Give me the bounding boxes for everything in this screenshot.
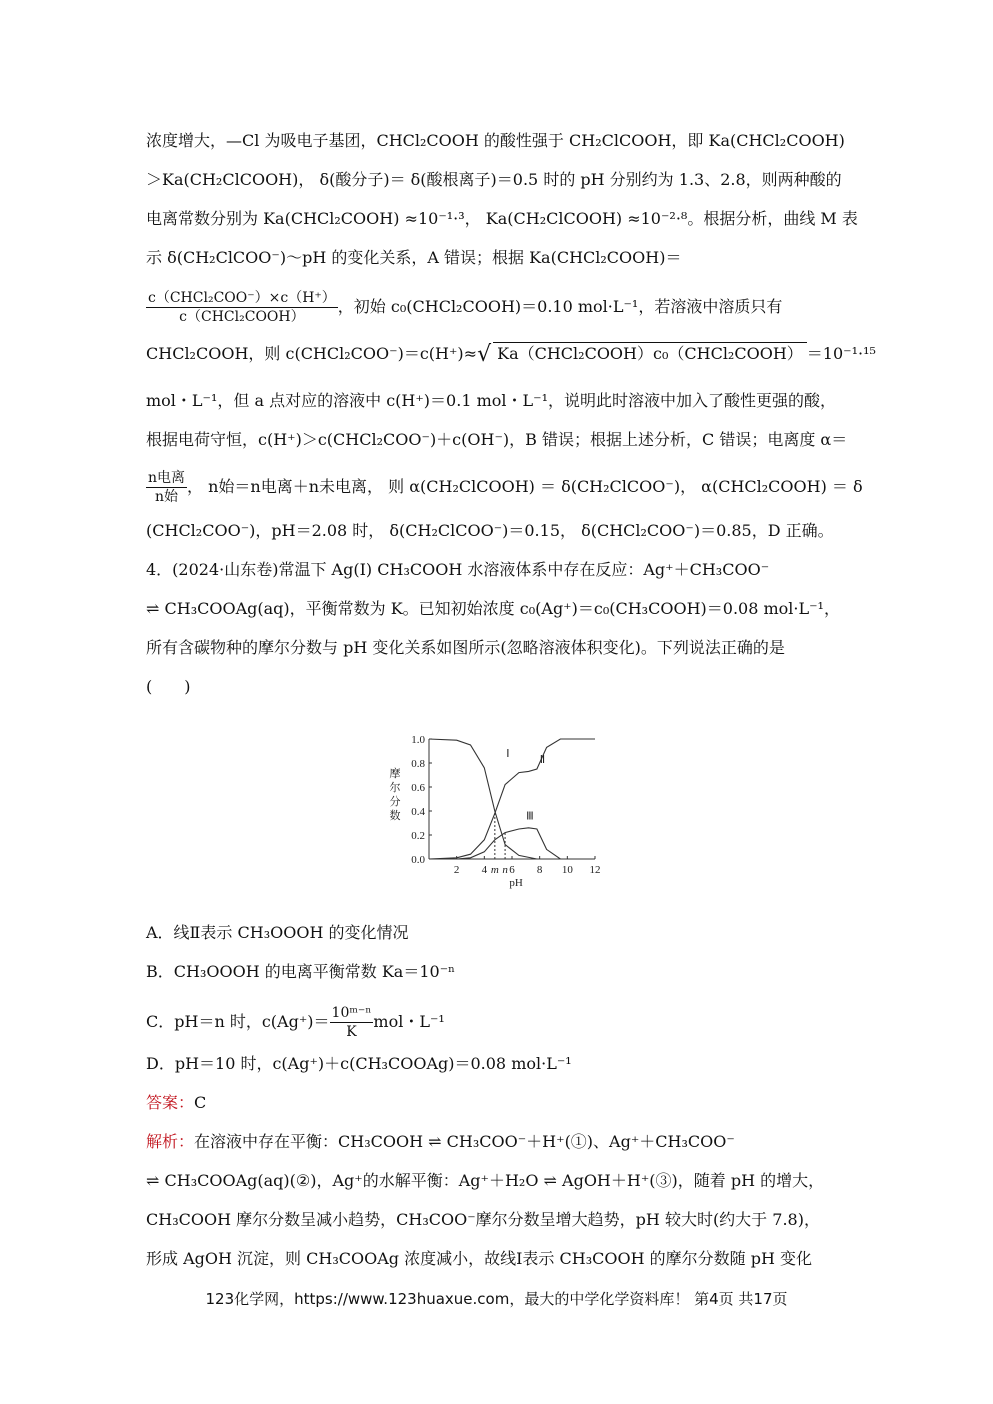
alpha-fraction-numerator: n电离 [148, 469, 186, 486]
series-line-Ⅰ [429, 739, 595, 859]
y-tick-label: 0.4 [411, 806, 425, 818]
answer [146, 1092, 866, 1114]
sqrt-expression: Ka（CHCl₂COOH）c₀（CHCl₂COOH） [493, 342, 807, 365]
question-4-blank: ( ) [146, 677, 191, 696]
y-axis-label-char: 数 [389, 810, 401, 822]
series-label: Ⅰ [506, 748, 510, 760]
line-5 [146, 285, 866, 329]
line-9 [146, 467, 866, 507]
option-c-unit: mol・L⁻¹ [373, 1012, 445, 1031]
y-axis-label-char: 分 [389, 796, 401, 808]
ka-fraction-denominator: c（CHCl₂COOH） [179, 308, 305, 325]
y-tick-label: 0.6 [411, 782, 425, 794]
line-3: 电离常数分别为 Ka(CHCl₂COOH) ≈10⁻¹·³， Ka(CH₂ClCOOH) ≈10⁻²·⁸。根据分析，曲线 M 表 [146, 209, 858, 228]
y-tick-label: 0.2 [411, 830, 425, 842]
y-axis-label-char: 尔 [389, 782, 401, 794]
line-4: 示 δ(CH₂ClCOO⁻)～pH 的变化关系，A 错误；根据 Ka(CHCl₂COOH)＝ [146, 248, 682, 267]
alpha-fraction-denominator: n始 [155, 488, 179, 505]
mole-fraction-chart [385, 725, 605, 895]
answer-label: 答案： [146, 1093, 195, 1112]
line-5-text: ，初始 c₀(CHCl₂COOH)＝0.10 mol·L⁻¹，若溶液中溶质只有 [337, 297, 783, 316]
answer-value: C [194, 1093, 207, 1112]
analysis-line-1 [146, 1131, 866, 1153]
analysis-text-1: 在溶液中存在平衡：CH₃COOH ⇌ CH₃COO⁻＋H⁺(①)、Ag⁺＋CH₃COO⁻ [194, 1132, 735, 1151]
option-c-numerator: 10ᵐ⁻ⁿ [331, 1004, 372, 1021]
analysis-line-3: CH₃COOH 摩尔分数呈减小趋势，CH₃COO⁻摩尔分数呈增大趋势，pH 较大时(约大于 7.8)， [146, 1210, 820, 1229]
line-6-text: CHCl₂COOH，则 c(CHCl₂COO⁻)＝c(H⁺)≈ [146, 344, 478, 363]
series-label: Ⅲ [526, 810, 534, 823]
option-b[interactable]: B．CH₃OOOH 的电离平衡常数 Ka＝10⁻ⁿ [146, 962, 456, 981]
sqrt-sign-icon: √ [477, 342, 492, 367]
analysis-line-2: ⇌ CH₃COOAg(aq)(②)，Ag⁺的水解平衡：Ag⁺＋H₂O ⇌ AgOH＋H⁺(③)，随着 pH 的增大， [146, 1171, 825, 1190]
question-4-line-1: 4．(2024·山东卷)常温下 Ag(Ⅰ) CH₃COOH 水溶液体系中存在反应：Ag⁺＋CH₃COO⁻ [146, 560, 770, 579]
line-7: mol・L⁻¹，但 a 点对应的溶液中 c(H⁺)＝0.1 mol・L⁻¹，说明此时溶液中加入了酸性更强的酸， [146, 391, 836, 410]
option-c-fraction [330, 1004, 374, 1041]
x-tick-label: 12 [589, 864, 601, 876]
option-c-text: C．pH＝n 时，c(Ag⁺)＝ [146, 1012, 330, 1031]
x-axis-label: pH [509, 877, 523, 889]
line-6 [146, 342, 876, 367]
series-line-Ⅲ [429, 828, 595, 859]
option-c-denominator: K [346, 1023, 357, 1040]
series-line-Ⅱ [429, 739, 595, 859]
question-4-line-3: 所有含碳物种的摩尔分数与 pH 变化关系如图所示(忽略溶液体积变化)。下列说法正确的是 [146, 638, 785, 657]
y-axis-label-char: 摩 [389, 768, 401, 780]
line-8: 根据电荷守恒，c(H⁺)＞c(CHCl₂COO⁻)＋c(OH⁻)，B 错误；根据上述分析，C 错误；电离度 α＝ [146, 430, 848, 449]
option-a[interactable]: A．线Ⅱ表示 CH₃OOOH 的变化情况 [146, 923, 409, 942]
option-d[interactable]: D．pH＝10 时，c(Ag⁺)＋c(CH₃COOAg)＝0.08 mol·L⁻¹ [146, 1054, 572, 1073]
line-9-text: ， n始＝n电离＋n未电离， 则 α(CH₂ClCOOH) ＝ δ(CH₂ClCOO⁻)， α(CHCl₂COOH) ＝ δ [187, 477, 863, 496]
y-tick-label: 0.8 [411, 758, 425, 770]
line-6-result: ＝10⁻¹·¹⁵ [806, 344, 876, 363]
y-tick-label: 1.0 [411, 734, 425, 746]
analysis-label: 解析： [146, 1132, 195, 1151]
question-4-line-2: ⇌ CH₃COOAg(aq)，平衡常数为 K。已知初始浓度 c₀(Ag⁺)＝c₀(CH₃COOH)＝0.08 mol·L⁻¹， [146, 599, 840, 618]
page-footer: 123化学网，https://www.123huaxue.com，最大的中学化学资料库！ 第4页 共17页 [205, 1290, 788, 1308]
x-tick-label: 4 [481, 864, 488, 876]
x-tick-label: 6 [509, 864, 515, 876]
alpha-fraction [146, 469, 187, 506]
y-tick-label: 0.0 [411, 854, 425, 866]
ka-fraction [146, 289, 338, 326]
x-marker-label: n [502, 864, 508, 876]
analysis-line-4: 形成 AgOH 沉淀，则 CH₃COOAg 浓度减小，故线Ⅰ表示 CH₃COOH 的摩尔分数随 pH 变化 [146, 1249, 812, 1268]
option-c[interactable] [146, 1000, 866, 1044]
line-2: ＞Ka(CH₂ClCOOH)， δ(酸分子)＝ δ(酸根离子)＝0.5 时的 pH 分别约为 1.3、2.8，则两种酸的 [146, 170, 842, 189]
line-10: (CHCl₂COO⁻)，pH＝2.08 时， δ(CH₂ClCOO⁻)＝0.15， δ(CHCl₂COO⁻)＝0.85，D 正确。 [146, 521, 834, 540]
x-tick-label: 2 [453, 864, 460, 876]
x-tick-label: 10 [561, 864, 573, 876]
series-label: Ⅱ [539, 754, 546, 766]
x-marker-label: m [490, 864, 499, 876]
x-tick-label: 8 [536, 864, 543, 876]
ka-fraction-numerator: c（CHCl₂COO⁻）×c（H⁺） [148, 289, 336, 306]
line-1: 浓度增大，—Cl 为吸电子基团，CHCl₂COOH 的酸性强于 CH₂ClCOOH，即 Ka(CHCl₂COOH) [146, 131, 845, 150]
